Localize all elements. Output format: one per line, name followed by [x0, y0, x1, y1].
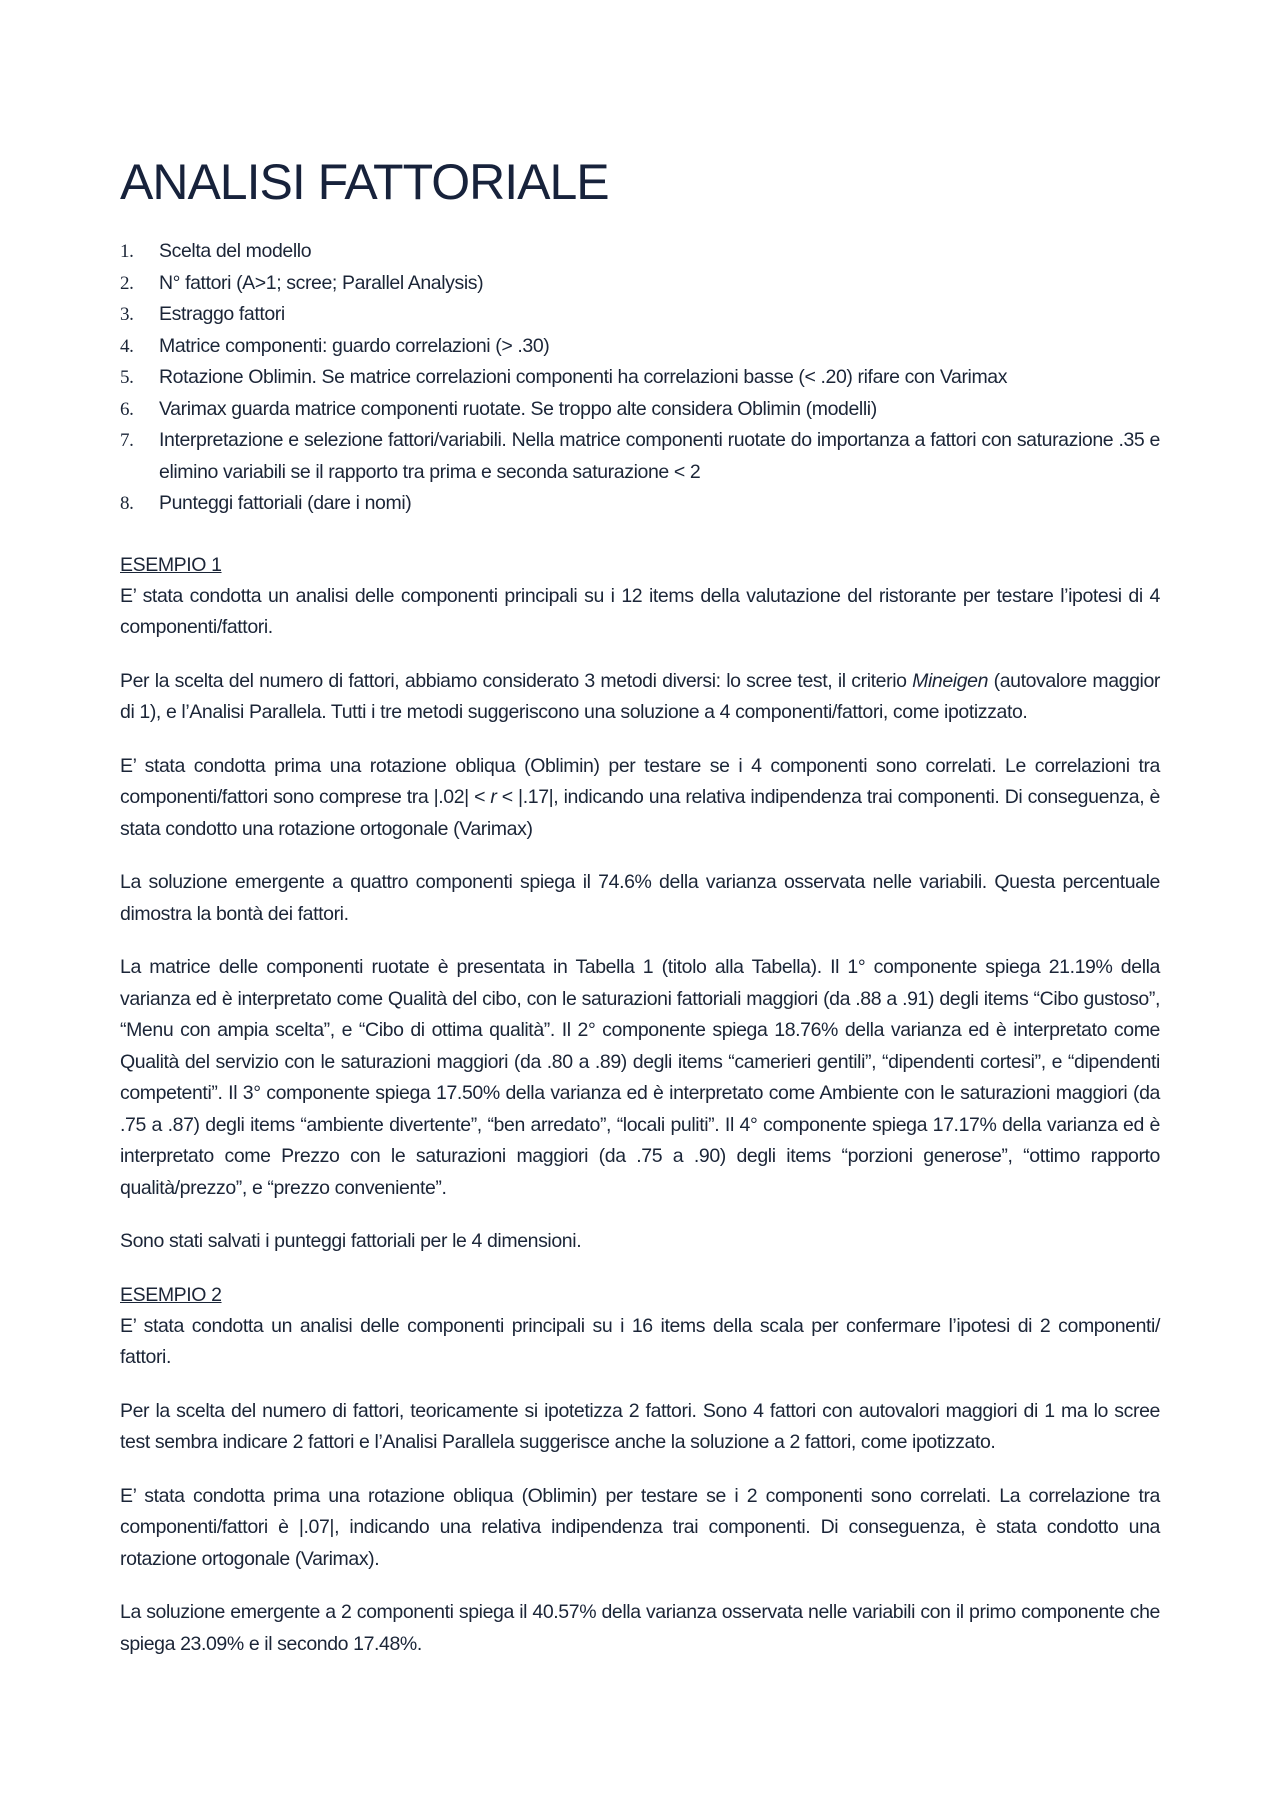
list-number: 3. — [120, 304, 134, 325]
example-1-scores: Sono stati salvati i punteggi fattoriali per le 4 dimensioni. — [120, 1230, 582, 1252]
example-1-factor-choice — [120, 666, 1160, 729]
example-2-section — [120, 1280, 1160, 1661]
list-item-text: Estraggo fattori — [159, 303, 285, 325]
list-item — [120, 425, 1160, 488]
list-item-text: Matrice componenti: guardo correlazioni (> .30) — [159, 334, 550, 357]
text-segment: Per la scelta del numero di fattori, abbiamo considerato 3 metodi diversi: lo scree test, il criterio — [120, 669, 913, 692]
document-page — [120, 150, 1160, 1682]
list-item-text: Scelta del modello — [159, 240, 312, 262]
list-number: 2. — [120, 272, 134, 294]
example-1-rotation — [120, 751, 1160, 846]
list-number: 1. — [120, 241, 134, 262]
example-1-rotated-matrix: La matrice delle componenti ruotate è presentata in Tabella 1 (titolo alla Tabella). Il 1° componente spiega 21.19% della varianza ed è interpretato come Qualità del cibo, con le saturazioni fattoriali maggiori (da .88 a .91) degli items “Cibo gustoso”, “Menu con ampia scelta”, e “Cibo di ottima qualità”. Il 2° componente spiega 18.76% della varianza ed è interpretato come Qualità del servizio con le saturazioni maggiori (da .80 a .89) degli items “camerieri gentili”, “dipendenti cortesi”, e “dipendenti competenti”. Il 3° componente spiega 17.50% della varianza ed è interpretato come Ambiente con le saturazioni maggiori (da .75 a .87) degli items “ambiente divertente”, “ben arredato”, “locali puliti”. Il 4° componente spiega 17.17% della varianza ed è interpretato come Prezzo con le saturazioni maggiori (da .75 a .90) degli items “porzioni generose”, “ottimo rapporto qualità/prezzo”, e “prezzo conveniente”. — [120, 956, 1160, 1199]
example-2-heading: ESEMPIO 2 — [120, 1283, 222, 1306]
example-1-intro: E’ stata condotta un analisi delle componenti principali su i 12 items della valutazione del ristorante per testare l’ipotesi di 4 componenti/fattori. — [120, 584, 1160, 638]
text-segment: < |.17|, indicando una relativa indipendenza trai componenti. Di conseguenza, è stata condotto una rotazione ortogonale (Varimax) — [120, 786, 1160, 840]
example-2-rotation: E’ stata condotta prima una rotazione obliqua (Oblimin) per testare se i 2 componenti sono correlati. La correlazione tra componenti/fattori è |.07|, indicando una relativa indipendenza trai componenti. Di conseguenza, è stata condotto una rotazione ortogonale (Varimax). — [120, 1484, 1160, 1570]
list-item-text: N° fattori (A>1; scree; Parallel Analysis) — [159, 271, 484, 294]
example-1-heading: ESEMPIO 1 — [120, 553, 222, 576]
text-segment: E’ stata condotta prima una rotazione obliqua (Oblimin) per testare se i 4 componenti sono correlati. Le correlazioni tra componenti/fattori sono comprese tra |.02| < — [120, 754, 1160, 808]
text-segment: (autovalore maggior di 1), e l’Analisi Parallela. Tutti i tre metodi suggeriscono una soluzione a 4 componenti/fattori, come ipotizzato. — [120, 669, 1161, 723]
list-item — [120, 331, 1160, 363]
list-number: 4. — [120, 335, 134, 357]
example-2-factor-choice: Per la scelta del numero di fattori, teoricamente si ipotetizza 2 fattori. Sono 4 fattori con autovalori maggiori di 1 ma lo scree test sembra indicare 2 fattori e l’Analisi Parallela suggerisce anche la soluzione a 2 fattori, come ipotizzato. — [120, 1399, 1160, 1453]
list-number: 6. — [120, 398, 134, 420]
list-item — [120, 236, 1160, 268]
list-item-text: Rotazione Oblimin. Se matrice correlazioni componenti ha correlazioni basse (< .20) rifare con Varimax — [159, 366, 1008, 388]
example-2-intro: E’ stata condotta un analisi delle componenti principali su i 16 items della scala per confermare l’ipotesi di 2 componenti/ fattori. — [120, 1314, 1160, 1368]
list-item — [120, 394, 1160, 426]
list-item — [120, 268, 1160, 300]
list-item — [120, 362, 1160, 394]
list-item-text: Punteggi fattoriali (dare i nomi) — [159, 492, 412, 514]
list-number: 8. — [120, 493, 134, 514]
italic-term: r — [490, 786, 497, 808]
example-1-variance: La soluzione emergente a quattro componenti spiega il 74.6% della varianza osservata nelle variabili. Questa percentuale dimostra la bontà dei fattori. — [120, 871, 1160, 925]
document-title: ANALISI FATTORIALE — [120, 154, 609, 210]
example-1-section — [120, 550, 1160, 1258]
steps-list — [120, 236, 1160, 520]
list-item-text: Varimax guarda matrice componenti ruotate. Se troppo alte considera Oblimin (modelli) — [159, 397, 877, 420]
example-2-variance: La soluzione emergente a 2 componenti spiega il 40.57% della varianza osservata nelle variabili con il primo componente che spiega 23.09% e il secondo 17.48%. — [120, 1601, 1160, 1655]
list-item-text: Interpretazione e selezione fattori/variabili. Nella matrice componenti ruotate do importanza a fattori con saturazione .35 e elimino variabili se il rapporto tra prima e seconda saturazione < 2 — [159, 429, 1160, 483]
list-item — [120, 299, 1160, 331]
list-item — [120, 488, 1160, 520]
list-number: 7. — [120, 430, 134, 451]
list-number: 5. — [120, 367, 134, 388]
italic-term: Mineigen — [912, 669, 989, 692]
